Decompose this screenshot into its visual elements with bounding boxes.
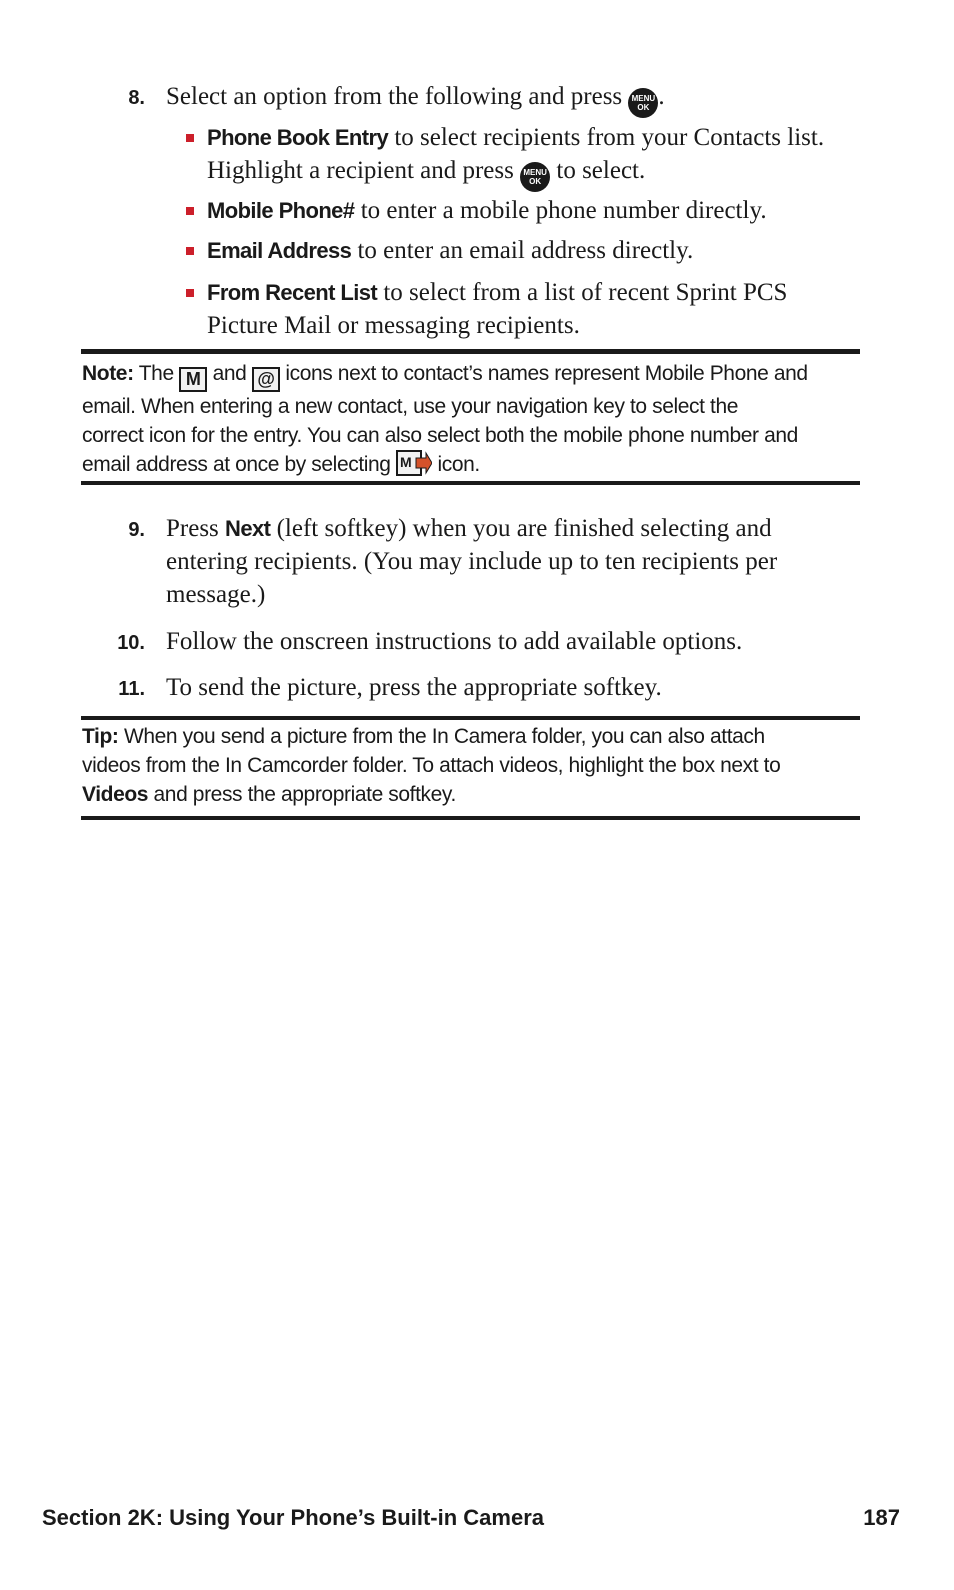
tip-callout: Tip: When you send a picture from the In Camera folder, you can also attach videos from the In Camcorder folder. To attach videos, highlight the box next to Videos and press the appropriate softkey.	[82, 725, 781, 806]
bullet-icon	[186, 207, 194, 215]
mobile-and-email-icon	[396, 450, 432, 477]
note-top-rule	[81, 349, 860, 354]
note-callout: Note: The M and @ icons next to contact’s names represent Mobile Phone and email. When entering a new contact, use your navigation key to select the correct icon for the entry. You can also select both the mobile phone number and email address at once by selecting M icon.	[82, 362, 808, 476]
bullet-icon	[186, 134, 194, 142]
svg-text:M: M	[400, 454, 412, 470]
step-number: 11.	[118, 678, 145, 700]
bullet-icon	[186, 247, 194, 255]
option-term: Mobile Phone#	[207, 198, 355, 223]
tip-bottom-rule	[81, 816, 860, 820]
step-number: 8.	[128, 87, 145, 109]
bullet-icon	[186, 289, 194, 297]
step-text: To send the picture, press the appropriate softkey.	[166, 674, 662, 701]
mobile-phone-icon: M	[179, 367, 207, 392]
step-number: 9.	[128, 519, 145, 541]
step-text: Follow the onscreen instructions to add available options.	[166, 628, 743, 655]
option-term: From Recent List	[207, 280, 378, 305]
note-label: Note:	[82, 362, 134, 385]
email-icon: @	[252, 367, 280, 392]
page-number: 187	[863, 1505, 900, 1530]
menu-ok-key-icon: MENU OK	[520, 162, 550, 192]
tip-top-rule	[81, 716, 860, 720]
step-number: 10.	[117, 632, 145, 654]
footer-section-title: Section 2K: Using Your Phone’s Built-in Camera	[42, 1505, 545, 1530]
note-bottom-rule	[81, 481, 860, 485]
tip-label: Tip:	[82, 725, 119, 748]
menu-ok-key-icon: MENU OK	[628, 88, 658, 118]
option-term: Email Address	[207, 238, 352, 263]
step-text: Press Next (left softkey) when you are finished selecting and entering recipients. (You may include up to ten recipients per message.)	[166, 515, 778, 608]
step-8	[0, 80, 954, 114]
step-text: Select an option from the following and press MENU OK .	[166, 80, 665, 118]
page-footer	[42, 1505, 900, 1531]
option-term: Phone Book Entry	[207, 125, 389, 150]
